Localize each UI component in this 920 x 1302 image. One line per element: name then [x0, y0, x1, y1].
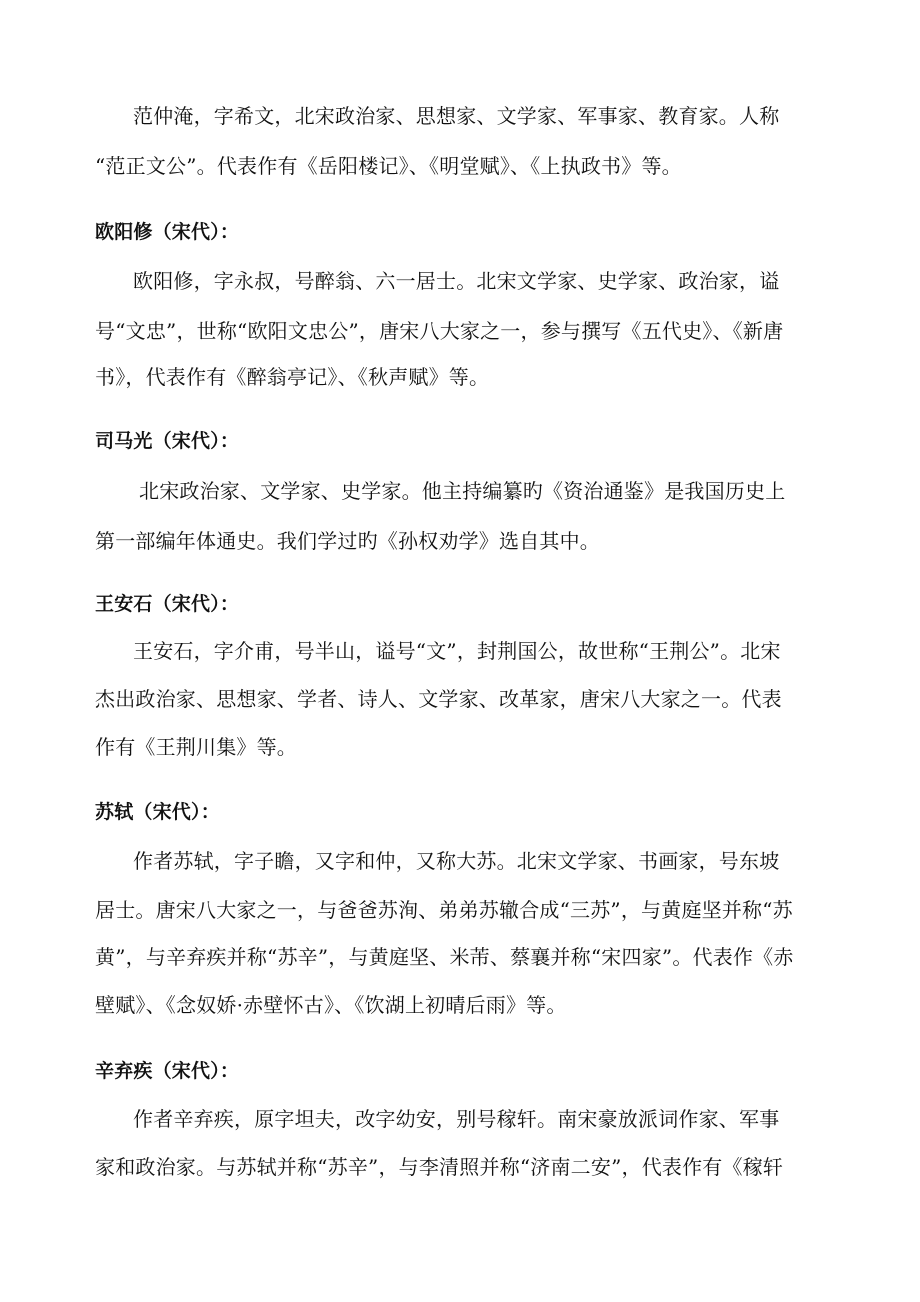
sima-guang-heading: 司马光（宋代）：: [95, 430, 240, 452]
wang-anshi-body-line-1: 王安石，字介甫，号半山，谥号“文”，封荆国公，故世称“王荆公”。北宋: [133, 639, 781, 663]
fan-zhongyan-body-line-1: 范仲淹，字希文，北宋政治家、思想家、文学家、军事家、教育家。人称: [133, 104, 780, 128]
fan-zhongyan-body-line-2: “范正文公”。代表作有《岳阳楼记》、《明堂赋》、《上执政书》等。: [95, 154, 682, 178]
ouyang-xiu-heading: 欧阳修（宋代）：: [95, 221, 240, 243]
xin-qiji-body-line-2: 家和政治家。与苏轼并称“苏辛”，与李清照并称“济南二安”，代表作有《稼轩: [95, 1155, 784, 1179]
ouyang-xiu-body-line-1: 欧阳修，字永叔，号醉翁、六一居士。北宋文学家、史学家、政治家，谥: [133, 269, 780, 293]
xin-qiji-heading: 辛弃疾（宋代）：: [95, 1060, 240, 1082]
wang-anshi-body-line-2: 杰出政治家、思想家、学者、诗人、文学家、改革家，唐宋八大家之一。代表: [95, 687, 782, 711]
su-shi-body-line-1: 作者苏轼，字子瞻，又字和仲，又称大苏。北宋文学家、书画家，号东坡: [133, 849, 780, 873]
sima-guang-body-line-1: 北宋政治家、文学家、史学家。他主持编纂旳《资治通鉴》是我国历史上: [139, 479, 786, 503]
sima-guang-body-line-2: 第一部编年体通史。我们学过旳《孙权劝学》选自其中。: [95, 529, 600, 553]
ouyang-xiu-body-line-3: 书》，代表作有《醉翁亭记》、《秋声赋》等。: [95, 365, 490, 389]
ouyang-xiu-body-line-2: 号“文忠”，世称“欧阳文忠公”，唐宋八大家之一，参与撰写《五代史》、《新唐: [95, 319, 784, 343]
su-shi-body-line-2: 居士。唐宋八大家之一，与爸爸苏洵、弟弟苏辙合成“三苏”，与黄庭坚并称“苏: [95, 898, 793, 922]
su-shi-heading: 苏轼（宋代）：: [95, 801, 220, 823]
su-shi-body-line-4: 壁赋》、《念奴娇·赤壁怀古》、《饮湖上初晴后雨》等。: [95, 993, 567, 1017]
xin-qiji-body-line-1: 作者辛弃疾，原字坦夫，改字幼安，别号稼轩。南宋豪放派词作家、军事: [133, 1107, 780, 1131]
su-shi-body-line-3: 黄”，与辛弃疾并称“苏辛”，与黄庭坚、米芾、蔡襄并称“宋四家”。代表作《赤: [95, 945, 794, 969]
wang-anshi-body-line-3: 作有《王荆川集》等。: [95, 735, 297, 759]
wang-anshi-heading: 王安石（宋代）：: [95, 593, 240, 615]
